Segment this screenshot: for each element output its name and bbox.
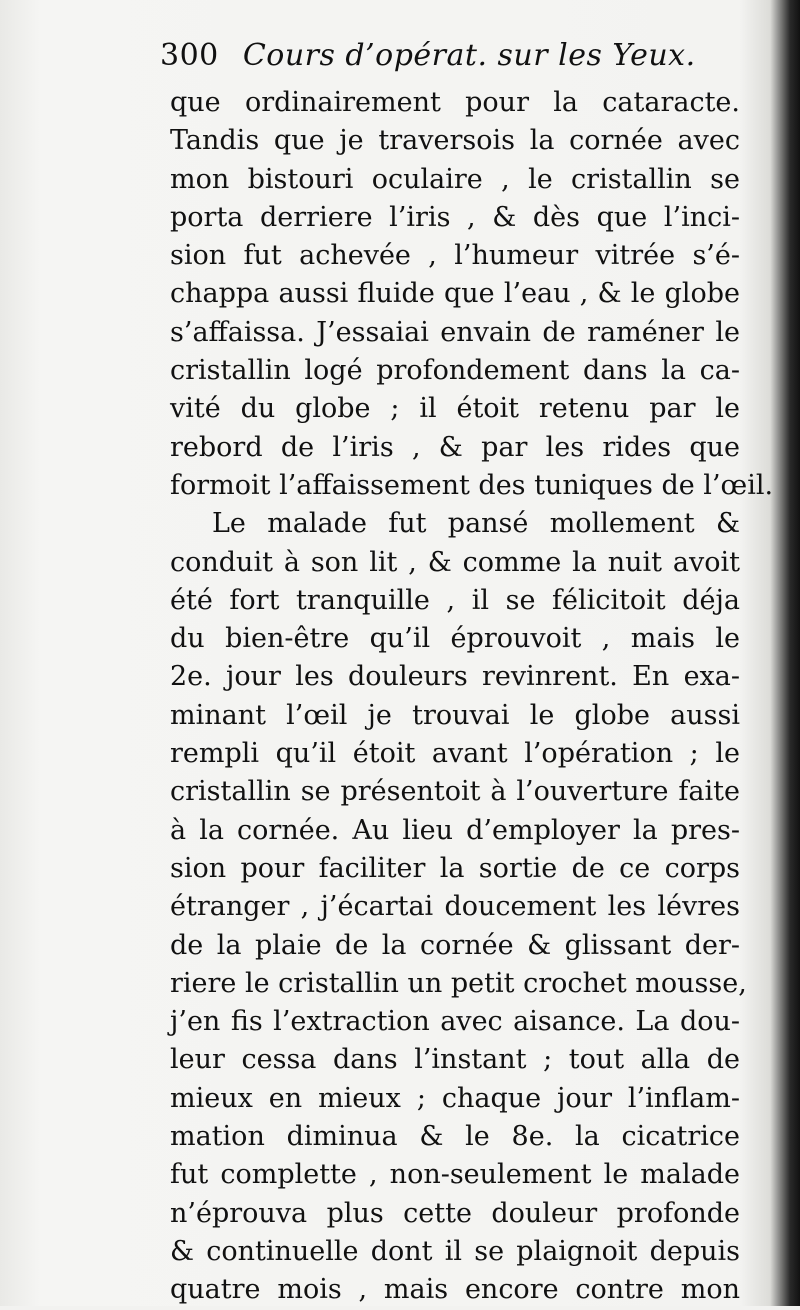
text-line: fut complette , non-seulement le malade [170, 1159, 740, 1191]
text-line: Tandis que je traversois la cornée avec [170, 125, 740, 157]
text-line: formoit l’affaissement des tuniques de l’œil. [170, 469, 774, 501]
text-line: n’éprouva plus cette douleur profonde [170, 1197, 740, 1229]
text-line: minant l’œil je trouvai le globe aussi [170, 699, 740, 731]
text-line: quatre mois , mais encore contre mon [170, 1274, 740, 1306]
text-line: s’affaissa. J’essaiai envain de raméner le [170, 316, 740, 348]
text-line: chappa aussi fluide que l’eau , & le globe [170, 278, 740, 310]
text-line: cristallin logé profondement dans la ca- [170, 355, 740, 387]
text-line: mation diminua & le 8e. la cicatrice [170, 1121, 740, 1153]
text-line: sion fut achevée , l’humeur vitrée s’é- [170, 240, 740, 272]
running-header [160, 38, 760, 73]
text-line: porta derriere l’iris , & dès que l’inci- [170, 201, 740, 233]
text-line: étranger , j’écartai doucement les lévres [170, 891, 740, 923]
text-line: que ordinairement pour la cataracte. [170, 87, 740, 118]
text-line: mon bistouri oculaire , le cristallin se [170, 163, 740, 195]
text-line: conduit à son lit , & comme la nuit avoit [170, 546, 740, 578]
page-number: 300 [160, 38, 219, 73]
text-line: leur cessa dans l’instant ; tout alla de [170, 1044, 740, 1076]
text-line: riere le cristallin un petit crochet mousse, [170, 967, 747, 999]
text-line: rempli qu’il étoit avant l’opération ; le [170, 738, 740, 770]
text-line: 2e. jour les douleurs revinrent. En exa- [170, 661, 740, 693]
text-line: Le malade fut pansé mollement & [212, 508, 740, 540]
text-line: rebord de l’iris , & par les rides que [170, 431, 740, 463]
running-title: Cours d’opérat. sur les Yeux. [242, 38, 696, 73]
text-line: sion pour faciliter la sortie de ce corps [170, 852, 740, 884]
text-line: j’en fis l’extraction avec aisance. La dou- [170, 1006, 740, 1038]
text-line: été fort tranquille , il se félicitoit déja [170, 584, 740, 616]
text-line: à la cornée. Au lieu d’employer la pres- [170, 814, 740, 846]
text-line: mieux en mieux ; chaque jour l’inflam- [170, 1082, 740, 1114]
text-line: du bien-être qu’il éprouvoit , mais le [170, 623, 740, 655]
text-line: & continuelle dont il se plaignoit depuis [170, 1235, 740, 1267]
text-line: cristallin se présentoit à l’ouverture faite [170, 776, 740, 808]
body-text [170, 84, 774, 1310]
text-line: vité du globe ; il étoit retenu par le [170, 393, 740, 425]
text-line: de la plaie de la cornée & glissant der- [170, 929, 740, 961]
